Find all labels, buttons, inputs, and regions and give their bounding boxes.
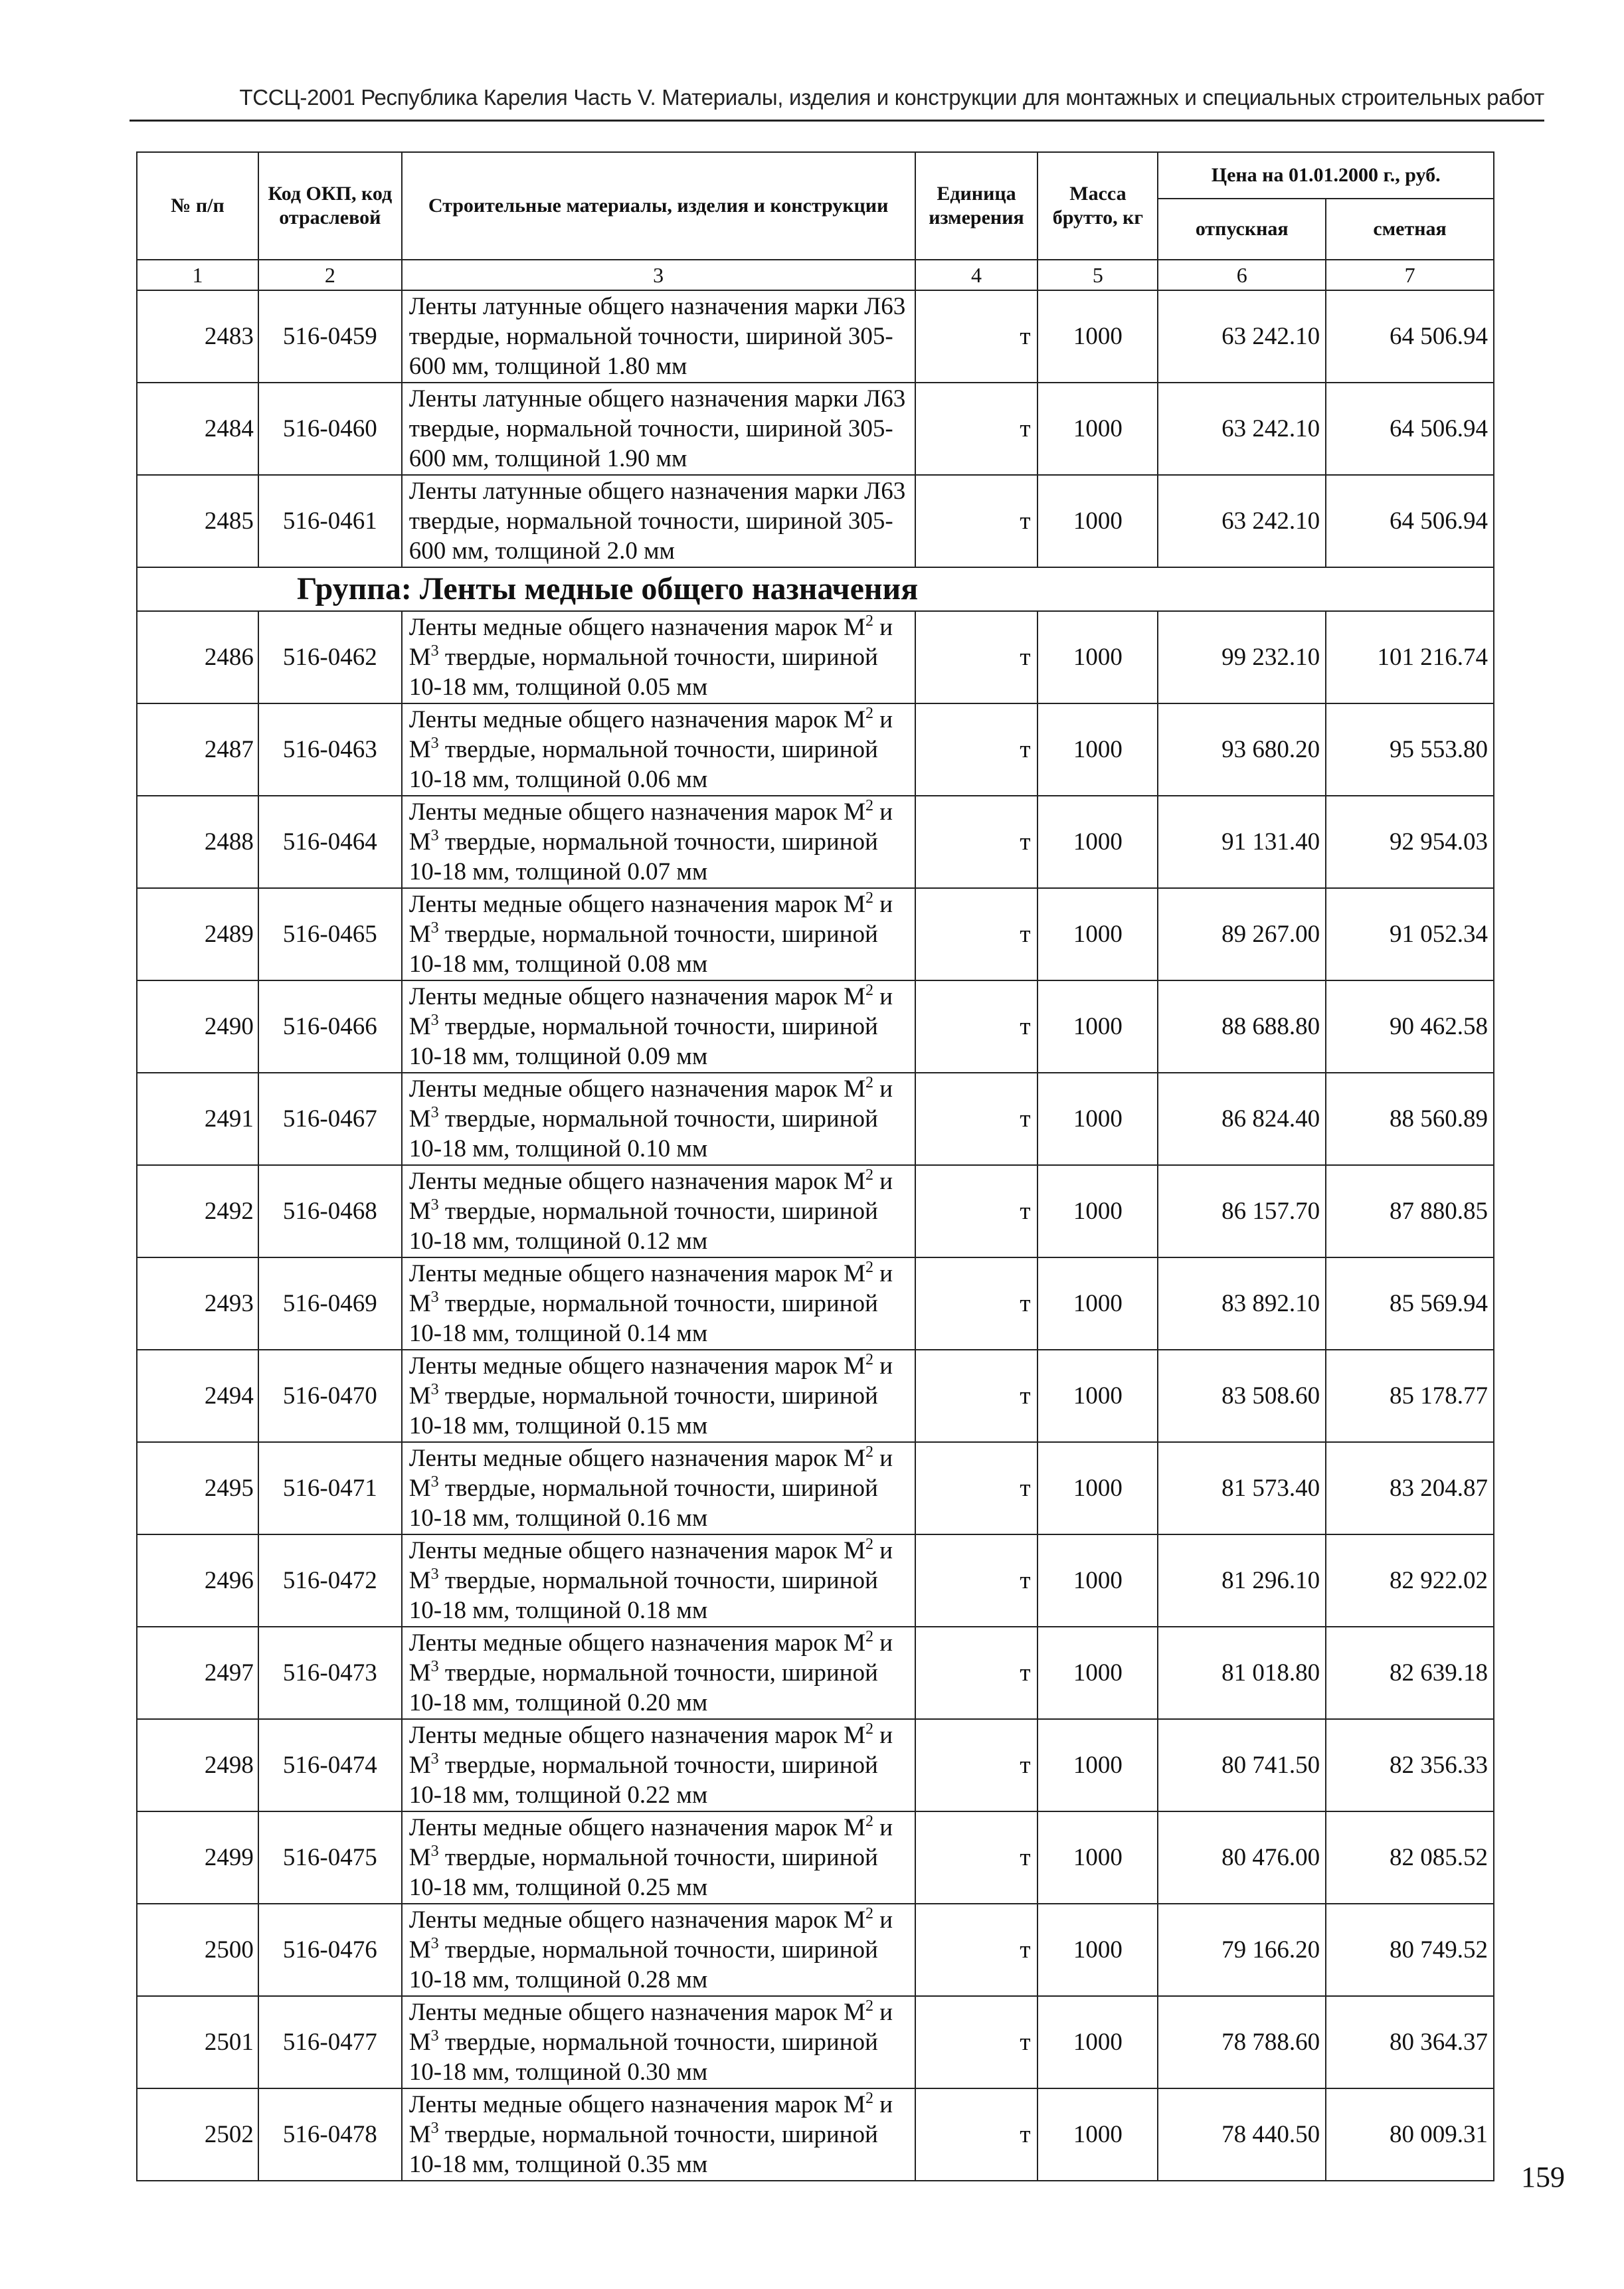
col-number: 5 (1038, 260, 1158, 290)
release-price: 86 824.40 (1158, 1073, 1326, 1165)
column-numbers-row (137, 260, 1494, 290)
unit-of-measure: т (915, 1073, 1038, 1165)
gross-mass: 1000 (1038, 475, 1158, 567)
table-row (137, 1811, 1494, 1904)
description-text: Ленты медные общего назначения марок М (408, 1537, 866, 1564)
release-price: 80 476.00 (1158, 1811, 1326, 1904)
row-number: 2500 (137, 1904, 258, 1996)
description-text: Ленты медные общего назначения марок М (408, 1814, 866, 1841)
header-num: № п/п (137, 152, 258, 260)
gross-mass: 1000 (1038, 980, 1158, 1073)
grade-superscript: 3 (430, 1289, 439, 1306)
gross-mass: 1000 (1038, 1257, 1158, 1350)
table-row (137, 796, 1494, 888)
table-row (137, 980, 1494, 1073)
okp-code: 516-0459 (258, 290, 402, 383)
unit-of-measure: т (915, 290, 1038, 383)
document-header: ТССЦ-2001 Республика Карелия Часть V. Материалы, изделия и конструкции для монтажных и специальных строительных работ (239, 85, 1544, 110)
description-text: и М (408, 1629, 893, 1687)
table-row (137, 1350, 1494, 1442)
description-text: и М (408, 2091, 893, 2148)
table-row (137, 1073, 1494, 1165)
grade-superscript: 2 (865, 1905, 874, 1922)
table-row (137, 1534, 1494, 1627)
unit-of-measure: т (915, 1627, 1038, 1719)
description-text: и М (408, 798, 893, 856)
description-text: твердые, нормальной точности, шириной 10-18 мм, толщиной 0.20 мм (408, 1659, 878, 1716)
col-number: 4 (915, 260, 1038, 290)
description-text: Ленты медные общего назначения марок М (408, 1999, 866, 2026)
release-price: 86 157.70 (1158, 1165, 1326, 1257)
unit-of-measure: т (915, 1350, 1038, 1442)
material-description (402, 611, 915, 703)
table-row (137, 475, 1494, 567)
description-text: Ленты медные общего назначения марок М (408, 2091, 866, 2118)
table-row (137, 1627, 1494, 1719)
material-description (402, 1165, 915, 1257)
grade-superscript: 2 (865, 1443, 874, 1461)
okp-code: 516-0473 (258, 1627, 402, 1719)
material-description (402, 888, 915, 980)
release-price: 89 267.00 (1158, 888, 1326, 980)
description-text: Ленты медные общего назначения марок М (408, 983, 866, 1010)
table-row (137, 290, 1494, 383)
description-text: и М (408, 1352, 893, 1410)
material-description (402, 1996, 915, 2088)
description-text: твердые, нормальной точности, шириной 10-18 мм, толщиной 0.14 мм (408, 1290, 878, 1347)
unit-of-measure: т (915, 796, 1038, 888)
row-number: 2502 (137, 2088, 258, 2181)
table-row (137, 1165, 1494, 1257)
release-price: 81 573.40 (1158, 1442, 1326, 1534)
estimate-price: 80 749.52 (1326, 1904, 1494, 1996)
row-number: 2488 (137, 796, 258, 888)
row-number: 2489 (137, 888, 258, 980)
unit-of-measure: т (915, 888, 1038, 980)
description-text: Ленты медные общего назначения марок М (408, 614, 866, 641)
material-description (402, 2088, 915, 2181)
description-text: твердые, нормальной точности, шириной 10-18 мм, толщиной 0.18 мм (408, 1567, 878, 1624)
row-number: 2495 (137, 1442, 258, 1534)
okp-code: 516-0471 (258, 1442, 402, 1534)
unit-of-measure: т (915, 1811, 1038, 1904)
estimate-price: 101 216.74 (1326, 611, 1494, 703)
gross-mass: 1000 (1038, 1719, 1158, 1811)
description-text: и М (408, 1814, 893, 1871)
grade-superscript: 2 (865, 1074, 874, 1091)
description-text: твердые, нормальной точности, шириной 10-18 мм, толщиной 0.28 мм (408, 1936, 878, 1993)
description-text: и М (408, 1260, 893, 1317)
gross-mass: 1000 (1038, 888, 1158, 980)
grade-superscript: 2 (865, 1628, 874, 1645)
row-number: 2491 (137, 1073, 258, 1165)
unit-of-measure: т (915, 383, 1038, 475)
grade-superscript: 3 (430, 1843, 439, 1860)
okp-code: 516-0478 (258, 2088, 402, 2181)
table-row (137, 1719, 1494, 1811)
table-row (137, 1257, 1494, 1350)
table-row (137, 1904, 1494, 1996)
material-description (402, 475, 915, 567)
grade-superscript: 2 (865, 1166, 874, 1184)
release-price: 81 018.80 (1158, 1627, 1326, 1719)
estimate-price: 82 356.33 (1326, 1719, 1494, 1811)
material-description (402, 1904, 915, 1996)
estimate-price: 92 954.03 (1326, 796, 1494, 888)
gross-mass: 1000 (1038, 1350, 1158, 1442)
grade-superscript: 3 (430, 1196, 439, 1214)
material-description (402, 1073, 915, 1165)
description-text: твердые, нормальной точности, шириной 10-18 мм, толщиной 0.15 мм (408, 1382, 878, 1439)
grade-superscript: 3 (430, 1473, 439, 1491)
gross-mass: 1000 (1038, 1904, 1158, 1996)
material-description (402, 703, 915, 796)
grade-superscript: 2 (865, 982, 874, 999)
gross-mass: 1000 (1038, 1627, 1158, 1719)
unit-of-measure: т (915, 1165, 1038, 1257)
material-description (402, 383, 915, 475)
okp-code: 516-0470 (258, 1350, 402, 1442)
estimate-price: 95 553.80 (1326, 703, 1494, 796)
description-text: твердые, нормальной точности, шириной 10-18 мм, толщиной 0.25 мм (408, 1844, 878, 1901)
release-price: 80 741.50 (1158, 1719, 1326, 1811)
row-number: 2493 (137, 1257, 258, 1350)
unit-of-measure: т (915, 1257, 1038, 1350)
description-text: и М (408, 983, 893, 1040)
gross-mass: 1000 (1038, 2088, 1158, 2181)
okp-code: 516-0462 (258, 611, 402, 703)
page-number: 159 (1521, 2161, 1565, 2193)
grade-superscript: 3 (430, 642, 439, 660)
description-text: твердые, нормальной точности, шириной 10-18 мм, толщиной 0.05 мм (408, 644, 878, 701)
description-text: твердые, нормальной точности, шириной 10-18 мм, толщиной 0.12 мм (408, 1198, 878, 1255)
grade-superscript: 3 (430, 1566, 439, 1583)
grade-superscript: 3 (430, 1012, 439, 1029)
gross-mass: 1000 (1038, 1165, 1158, 1257)
material-description (402, 1257, 915, 1350)
header-rule (130, 120, 1544, 122)
header-price-group: Цена на 01.01.2000 г., руб. (1158, 152, 1494, 199)
description-text: и М (408, 891, 893, 948)
table-row (137, 888, 1494, 980)
header-description: Строительные материалы, изделия и конструкции (402, 152, 915, 260)
material-description (402, 1811, 915, 1904)
gross-mass: 1000 (1038, 1534, 1158, 1627)
group-row (137, 567, 1494, 611)
table-row (137, 1996, 1494, 2088)
row-number: 2501 (137, 1996, 258, 2088)
description-text: Ленты медные общего назначения марок М (408, 798, 866, 826)
estimate-price: 64 506.94 (1326, 475, 1494, 567)
row-number: 2494 (137, 1350, 258, 1442)
grade-superscript: 3 (430, 1750, 439, 1768)
col-number: 3 (402, 260, 915, 290)
row-number: 2492 (137, 1165, 258, 1257)
col-number: 2 (258, 260, 402, 290)
release-price: 63 242.10 (1158, 383, 1326, 475)
description-text: Ленты медные общего назначения марок М (408, 1445, 866, 1472)
material-description (402, 1442, 915, 1534)
okp-code: 516-0464 (258, 796, 402, 888)
col-number: 6 (1158, 260, 1326, 290)
okp-code: 516-0463 (258, 703, 402, 796)
row-number: 2490 (137, 980, 258, 1073)
grade-superscript: 2 (865, 797, 874, 814)
description-text: твердые, нормальной точности, шириной 10-18 мм, толщиной 0.07 мм (408, 828, 878, 885)
description-text: Ленты медные общего назначения марок М (408, 1260, 866, 1287)
grade-superscript: 2 (865, 1720, 874, 1738)
grade-superscript: 3 (430, 919, 439, 937)
description-text: и М (408, 1999, 893, 2056)
release-price: 91 131.40 (1158, 796, 1326, 888)
description-text: Ленты медные общего назначения марок М (408, 706, 866, 733)
col-number: 7 (1326, 260, 1494, 290)
okp-code: 516-0460 (258, 383, 402, 475)
gross-mass: 1000 (1038, 611, 1158, 703)
grade-superscript: 3 (430, 1104, 439, 1121)
grade-superscript: 2 (865, 2090, 874, 2107)
description-text: твердые, нормальной точности, шириной 10-18 мм, толщиной 0.22 мм (408, 1752, 878, 1809)
okp-code: 516-0465 (258, 888, 402, 980)
description-text: твердые, нормальной точности, шириной 10-18 мм, толщиной 0.35 мм (408, 2121, 878, 2178)
estimate-price: 90 462.58 (1326, 980, 1494, 1073)
release-price: 63 242.10 (1158, 475, 1326, 567)
unit-of-measure: т (915, 1442, 1038, 1534)
gross-mass: 1000 (1038, 383, 1158, 475)
release-price: 83 892.10 (1158, 1257, 1326, 1350)
description-text: Ленты латунные общего назначения марки Л63 твердые, нормальной точности, шириной 305-600 мм, толщиной 1.90 мм (408, 385, 906, 472)
okp-code: 516-0475 (258, 1811, 402, 1904)
table-row (137, 383, 1494, 475)
row-number: 2499 (137, 1811, 258, 1904)
estimate-price: 64 506.94 (1326, 383, 1494, 475)
okp-code: 516-0466 (258, 980, 402, 1073)
description-text: Ленты медные общего назначения марок М (408, 891, 866, 918)
gross-mass: 1000 (1038, 290, 1158, 383)
okp-code: 516-0469 (258, 1257, 402, 1350)
table-row (137, 703, 1494, 796)
material-description (402, 1627, 915, 1719)
description-text: Ленты медные общего назначения марок М (408, 1352, 866, 1380)
description-text: твердые, нормальной точности, шириной 10-18 мм, толщиной 0.08 мм (408, 921, 878, 978)
unit-of-measure: т (915, 1996, 1038, 2088)
row-number: 2484 (137, 383, 258, 475)
estimate-price: 82 922.02 (1326, 1534, 1494, 1627)
header-unit: Единица измерения (915, 152, 1038, 260)
grade-superscript: 2 (865, 1351, 874, 1368)
col-number: 1 (137, 260, 258, 290)
gross-mass: 1000 (1038, 1996, 1158, 2088)
grade-superscript: 2 (865, 1259, 874, 1276)
gross-mass: 1000 (1038, 703, 1158, 796)
grade-superscript: 3 (430, 1381, 439, 1398)
unit-of-measure: т (915, 980, 1038, 1073)
description-text: твердые, нормальной точности, шириной 10-18 мм, толщиной 0.06 мм (408, 736, 878, 793)
description-text: Ленты латунные общего назначения марки Л63 твердые, нормальной точности, шириной 305-600 мм, толщиной 1.80 мм (408, 293, 906, 380)
release-price: 78 788.60 (1158, 1996, 1326, 2088)
description-text: и М (408, 1075, 893, 1133)
release-price: 78 440.50 (1158, 2088, 1326, 2181)
description-text: твердые, нормальной точности, шириной 10-18 мм, толщиной 0.09 мм (408, 1013, 878, 1070)
row-number: 2496 (137, 1534, 258, 1627)
grade-superscript: 2 (865, 1536, 874, 1553)
release-price: 83 508.60 (1158, 1350, 1326, 1442)
description-text: и М (408, 1168, 893, 1225)
description-text: твердые, нормальной точности, шириной 10-18 мм, толщиной 0.16 мм (408, 1475, 878, 1532)
grade-superscript: 2 (865, 889, 874, 907)
header-price-estimate: сметная (1326, 199, 1494, 260)
grade-superscript: 3 (430, 2027, 439, 2045)
row-number: 2483 (137, 290, 258, 383)
header-mass: Масса брутто, кг (1038, 152, 1158, 260)
estimate-price: 91 052.34 (1326, 888, 1494, 980)
material-description (402, 1350, 915, 1442)
okp-code: 516-0477 (258, 1996, 402, 2088)
row-number: 2487 (137, 703, 258, 796)
okp-code: 516-0474 (258, 1719, 402, 1811)
estimate-price: 85 178.77 (1326, 1350, 1494, 1442)
okp-code: 516-0461 (258, 475, 402, 567)
unit-of-measure: т (915, 611, 1038, 703)
estimate-price: 88 560.89 (1326, 1073, 1494, 1165)
release-price: 99 232.10 (1158, 611, 1326, 703)
gross-mass: 1000 (1038, 796, 1158, 888)
description-text: Ленты медные общего назначения марок М (408, 1722, 866, 1749)
table-row (137, 1442, 1494, 1534)
table-row (137, 611, 1494, 703)
estimate-price: 82 085.52 (1326, 1811, 1494, 1904)
grade-superscript: 3 (430, 1935, 439, 1952)
material-description (402, 796, 915, 888)
unit-of-measure: т (915, 2088, 1038, 2181)
gross-mass: 1000 (1038, 1442, 1158, 1534)
material-description (402, 980, 915, 1073)
description-text: и М (408, 614, 893, 671)
table-row (137, 2088, 1494, 2181)
description-text: и М (408, 1445, 893, 1502)
grade-superscript: 2 (865, 612, 874, 630)
estimate-price: 80 364.37 (1326, 1996, 1494, 2088)
description-text: Ленты медные общего назначения марок М (408, 1629, 866, 1657)
row-number: 2497 (137, 1627, 258, 1719)
okp-code: 516-0476 (258, 1904, 402, 1996)
material-description (402, 1534, 915, 1627)
header-code: Код ОКП, код отраслевой (258, 152, 402, 260)
row-number: 2485 (137, 475, 258, 567)
unit-of-measure: т (915, 475, 1038, 567)
grade-superscript: 3 (430, 1658, 439, 1675)
release-price: 81 296.10 (1158, 1534, 1326, 1627)
description-text: и М (408, 706, 893, 763)
estimate-price: 85 569.94 (1326, 1257, 1494, 1350)
header-price-release: отпускная (1158, 199, 1326, 260)
description-text: Ленты медные общего назначения марок М (408, 1168, 866, 1195)
estimate-price: 64 506.94 (1326, 290, 1494, 383)
material-description (402, 290, 915, 383)
group-heading: Группа: Ленты медные общего назначения (137, 567, 1494, 611)
description-text: и М (408, 1722, 893, 1779)
description-text: Ленты медные общего назначения марок М (408, 1906, 866, 1934)
description-text: и М (408, 1906, 893, 1964)
price-table (136, 151, 1494, 2181)
grade-superscript: 2 (865, 705, 874, 722)
description-text: Ленты латунные общего назначения марки Л63 твердые, нормальной точности, шириной 305-600 мм, толщиной 2.0 мм (408, 478, 906, 565)
row-number: 2498 (137, 1719, 258, 1811)
grade-superscript: 3 (430, 735, 439, 752)
description-text: твердые, нормальной точности, шириной 10-18 мм, толщиной 0.30 мм (408, 2029, 878, 2086)
grade-superscript: 3 (430, 2120, 439, 2137)
okp-code: 516-0467 (258, 1073, 402, 1165)
okp-code: 516-0468 (258, 1165, 402, 1257)
release-price: 79 166.20 (1158, 1904, 1326, 1996)
estimate-price: 87 880.85 (1326, 1165, 1494, 1257)
description-text: твердые, нормальной точности, шириной 10-18 мм, толщиной 0.10 мм (408, 1105, 878, 1162)
grade-superscript: 2 (865, 1997, 874, 2015)
estimate-price: 83 204.87 (1326, 1442, 1494, 1534)
grade-superscript: 2 (865, 1813, 874, 1830)
unit-of-measure: т (915, 1904, 1038, 1996)
release-price: 93 680.20 (1158, 703, 1326, 796)
release-price: 63 242.10 (1158, 290, 1326, 383)
unit-of-measure: т (915, 1534, 1038, 1627)
description-text: Ленты медные общего назначения марок М (408, 1075, 866, 1103)
description-text: и М (408, 1537, 893, 1594)
material-description (402, 1719, 915, 1811)
okp-code: 516-0472 (258, 1534, 402, 1627)
unit-of-measure: т (915, 1719, 1038, 1811)
estimate-price: 82 639.18 (1326, 1627, 1494, 1719)
gross-mass: 1000 (1038, 1811, 1158, 1904)
release-price: 88 688.80 (1158, 980, 1326, 1073)
estimate-price: 80 009.31 (1326, 2088, 1494, 2181)
grade-superscript: 3 (430, 827, 439, 844)
unit-of-measure: т (915, 703, 1038, 796)
row-number: 2486 (137, 611, 258, 703)
gross-mass: 1000 (1038, 1073, 1158, 1165)
